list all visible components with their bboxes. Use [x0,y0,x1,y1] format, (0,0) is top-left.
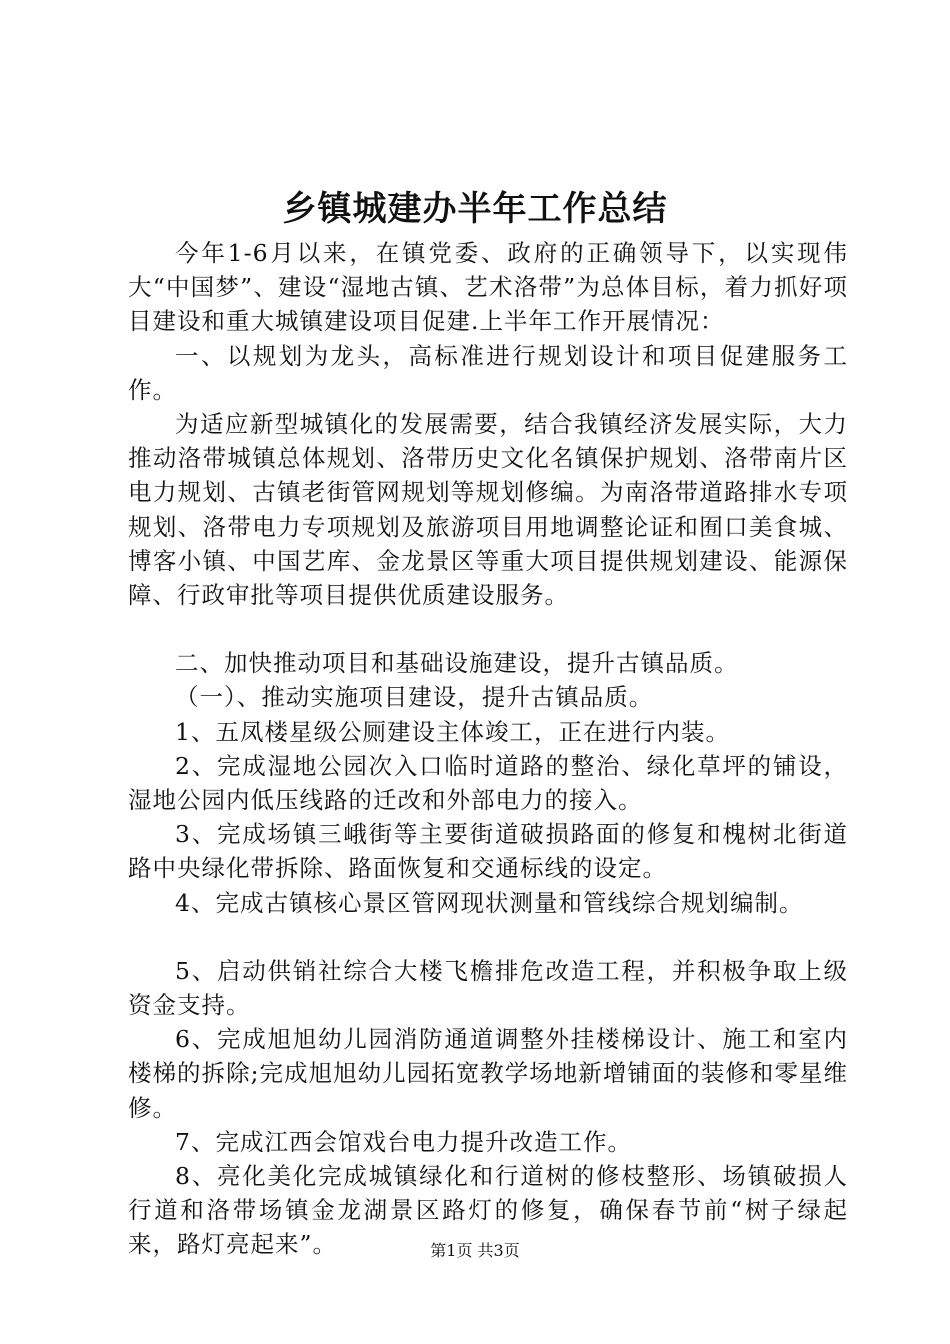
section-1-paragraph: 为适应新型城镇化的发展需要，结合我镇经济发展实际，大力推动洛带城镇总体规划、洛带历史文化名镇保护规划、洛带南片区电力规划、古镇老街管网规划等规划修编。为南洛带道路排水专项规划、洛带电力专项规划及旅游项目用地调整论证和囿口美食城、博客小镇、中国艺库、金龙景区等重大项目提供规划建设、能源保障、行政审批等项目提供优质建设服务。 [128,410,848,610]
list-item-5: 5、启动供销社综合大楼飞檐排危改造工程，并积极争取上级资金支持。 [128,956,848,1020]
list-item-4: 4、完成古镇核心景区管网现状测量和管线综合规划编制。 [175,888,804,917]
document-title: 乡镇城建办半年工作总结 [282,189,668,229]
list-item-1: 1、五凤楼星级公厕建设主体竣工，正在进行内装。 [175,717,730,746]
list-item-7: 7、完成江西会馆戏台电力提升改造工作。 [175,1127,632,1156]
section-heading-1: 一、以规划为龙头，高标准进行规划设计和项目促建服务工作。 [128,341,848,404]
list-item-6: 6、完成旭旭幼儿园消防通道调整外挂楼梯设计、施工和室内楼梯的拆除;完成旭旭幼儿园拓宽教学场地新增铺面的装修和零星维修。 [128,1025,848,1122]
page-footer: 第1页 共3页 [430,1241,520,1260]
intro-paragraph: 今年1-6月以来，在镇党委、政府的正确领导下，以实现伟大“中国梦”、建设“湿地古镇、艺术洛带”为总体目标，着力抓好项目建设和重大城镇建设项目促建.上半年工作开展情况： [128,239,848,336]
list-item-8: 8、亮化美化完成城镇绿化和行道树的修枝整形、场镇破损人行道和洛带场镇金龙湖景区路灯的修复，确保春节前“树子绿起来，路灯亮起来”。 [128,1162,848,1259]
list-item-2: 2、完成湿地公园次入口临时道路的整治、绿化草坪的铺设，湿地公园内低压线路的迁改和外部电力的接入。 [128,751,848,815]
document-body [128,236,848,1262]
list-item-3: 3、完成场镇三峨街等主要街道破损路面的修复和槐树北街道路中央绿化带拆除、路面恢复和交通标线的设定。 [128,820,848,883]
section-heading-2: 二、加快推动项目和基础设施建设，提升古镇品质。 [175,649,739,678]
subsection-heading-1: （一）、推动实施项目建设，提升古镇品质。 [175,683,654,712]
